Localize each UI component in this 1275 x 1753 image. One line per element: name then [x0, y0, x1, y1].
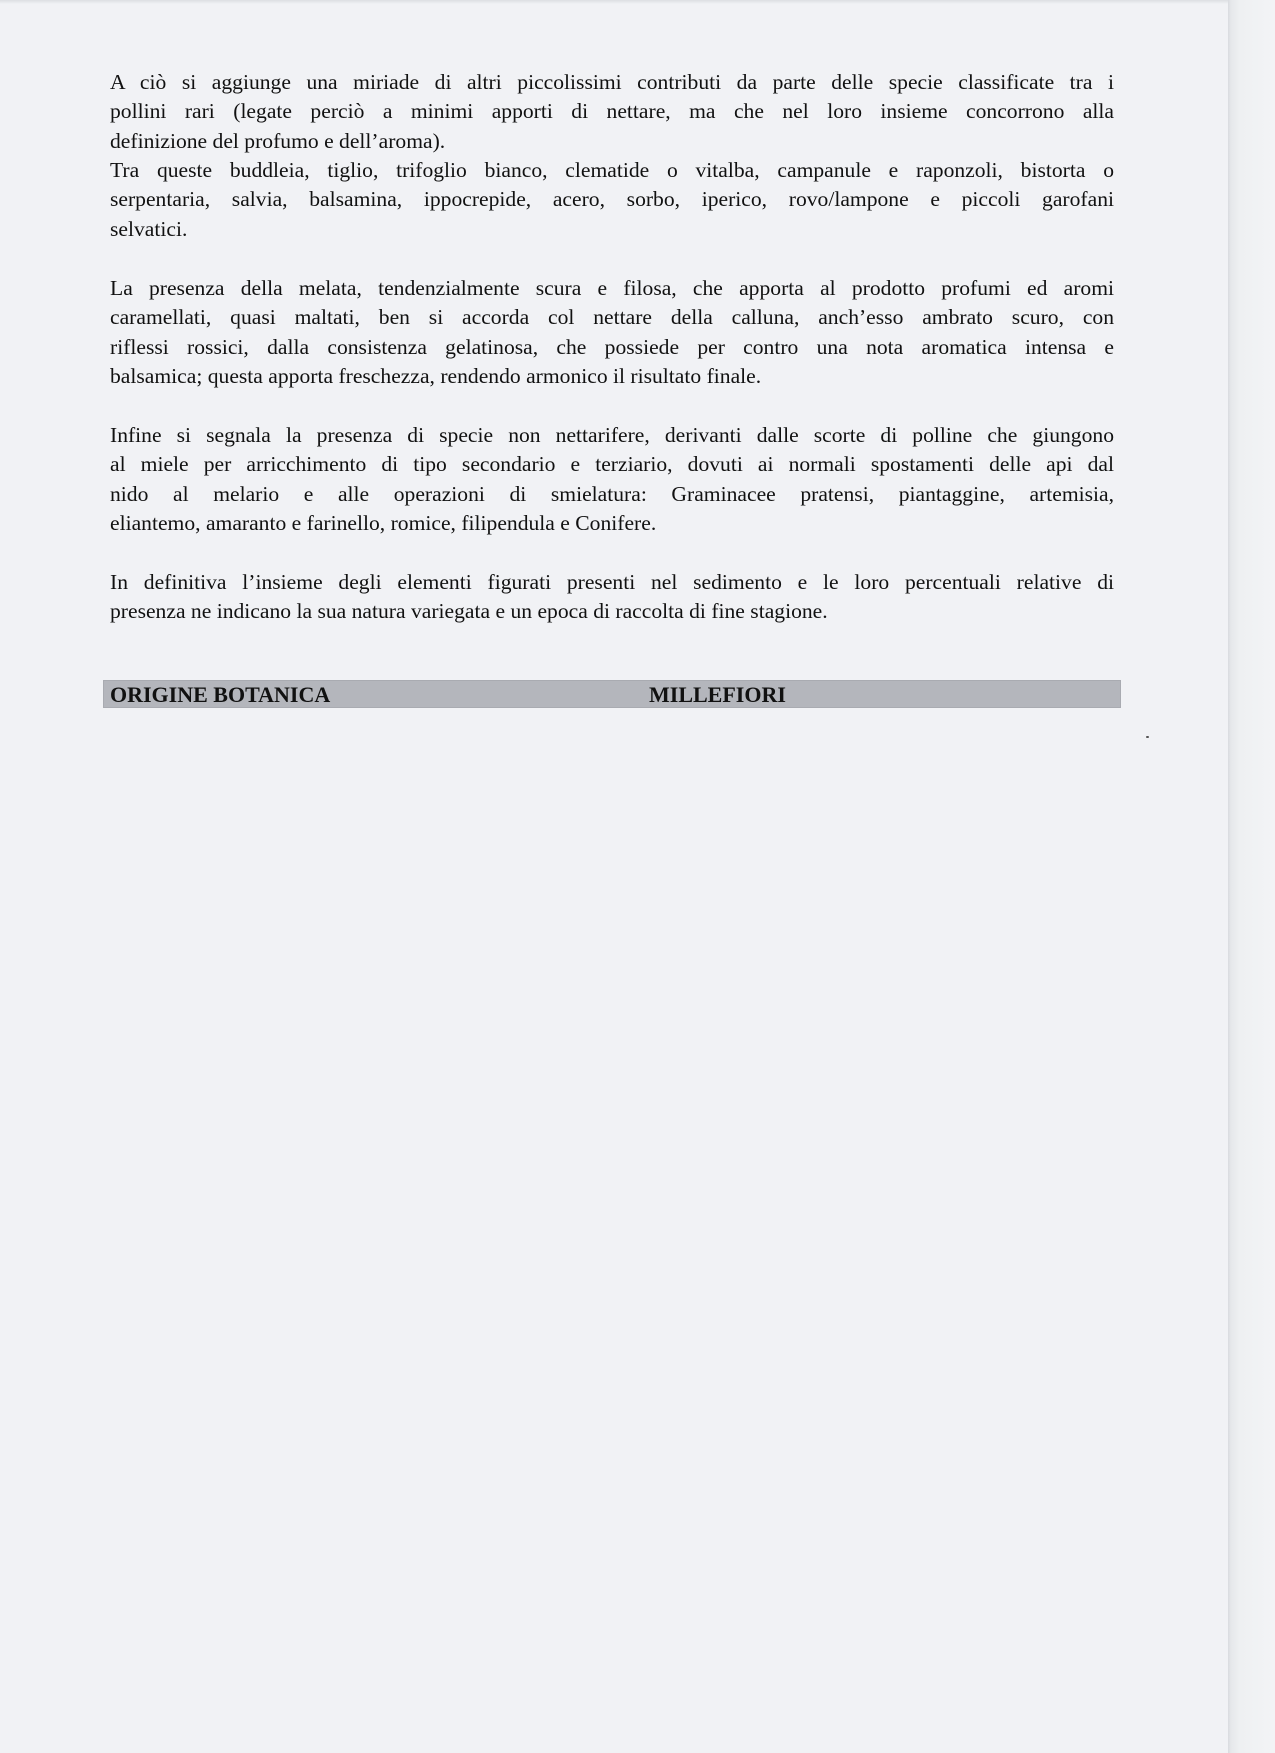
text-line: riflessi rossici, dalla consistenza gelatinosa, che possiede per contro una nota aromatica intensa e: [110, 334, 1114, 359]
text-line: Infine si segnala la presenza di specie non nettarifere, derivanti dalle scorte di polline che giungono: [110, 423, 1114, 447]
text-line: selvatici.: [110, 216, 188, 241]
paragraph-species-list: [110, 156, 1114, 244]
scan-speck: [1146, 736, 1149, 738]
text-line: A ciò si aggiunge una miriade di altri piccolissimi contributi da parte delle specie classificate tra i: [110, 70, 1114, 94]
paragraph-non-nectariferous: [110, 421, 1114, 539]
text-line: definizione del profumo e dell’aroma).: [110, 128, 446, 153]
botanical-origin-value: MILLEFIORI: [649, 682, 786, 707]
text-line: Tra queste buddleia, tiglio, trifoglio bianco, clematide o vitalba, campanule e raponzoli, bistorta o: [110, 158, 1114, 182]
text-line: caramellati, quasi maltati, ben si accorda col nettare della calluna, anch’esso ambrato scuro, con: [110, 305, 1114, 330]
text-line: serpentaria, salvia, balsamina, ippocrepide, acero, sorbo, iperico, rovo/lampone e piccoli garofani: [110, 187, 1114, 212]
text-line: La presenza della melata, tendenzialmente scura e filosa, che apporta al prodotto profumi ed aromi: [110, 276, 1114, 300]
page-top-shadow: [0, 0, 1228, 4]
text-line: pollini rari (legate perciò a minimi apporti di nettare, ma che nel loro insieme concorrono alla: [110, 99, 1114, 124]
text-line: balsamica; questa apporta freschezza, rendendo armonico il risultato finale.: [110, 364, 762, 389]
text-line: presenza ne indicano la sua natura variegata e un epoca di raccolta di fine stagione.: [110, 599, 828, 624]
paragraph-rare-pollens: [110, 68, 1114, 156]
scanner-edge: [1228, 0, 1275, 1753]
text-line: In definitiva l’insieme degli elementi figurati presenti nel sedimento e le loro percentuali relative di: [110, 570, 1114, 594]
text-line: eliantemo, amaranto e farinello, romice, filipendula e Conifere.: [110, 511, 657, 536]
botanical-origin-bar: [103, 680, 1121, 708]
paragraph-honeydew: [110, 274, 1114, 392]
text-line: nido al melario e alle operazioni di smielatura: Graminacee pratensi, piantaggine, artemisia,: [110, 481, 1114, 506]
text-line: al miele per arricchimento di tipo secondario e terziario, dovuti ai normali spostamenti delle api dal: [110, 452, 1114, 477]
paragraph-conclusion: [110, 568, 1114, 627]
botanical-origin-label: ORIGINE BOTANICA: [110, 682, 331, 707]
